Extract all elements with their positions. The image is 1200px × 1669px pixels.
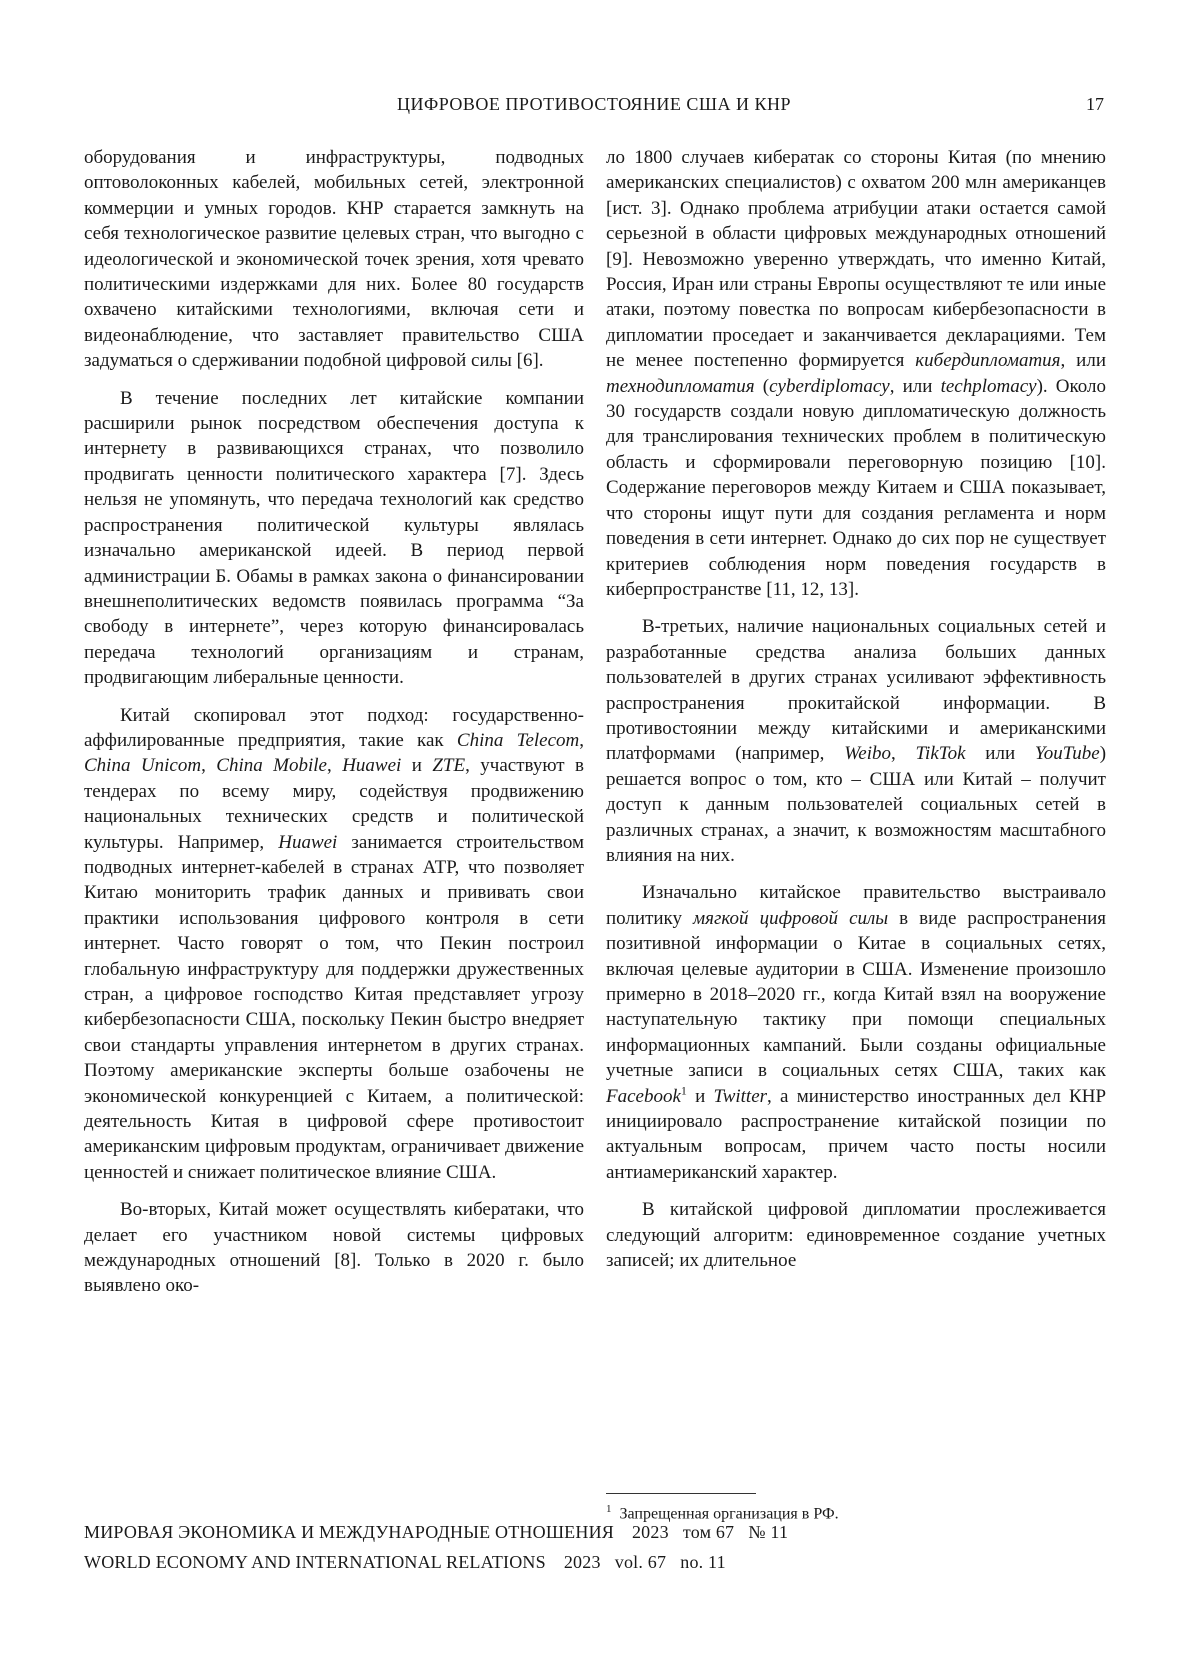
italic-text: Facebook: [606, 1085, 681, 1107]
italic-text: Huawei: [278, 831, 338, 853]
italic-text: China Mobile: [216, 755, 327, 777]
italic-text: кибердипломатия: [915, 350, 1061, 372]
italic-text: China Unicom: [84, 755, 202, 777]
text-run: ло 1800 случаев кибератак со стороны Китая (по мнению американских специалистов) с охватом 200 млн американцев [ист. 3]. Однако проблема атрибуции атаки остается самой серьезной в области цифровых международных отношений [9]. Невозможно уверенно утверждать, что именно Китай, Россия, Иран или страны Европы осуществляют те или иные атаки, поэтому повестка по вопросам кибербезопасности в дипломатии проседает и заканчивается декларациями. Тем не менее постепенно формируется: [606, 147, 1106, 372]
journal-title-en: [84, 1551, 726, 1573]
italic-text: YouTube: [1034, 743, 1100, 765]
footnote-mark: 1: [606, 1503, 612, 1515]
text-run: ). Около 30 государств создали новую дипломатическую должность для транслирования технических проблем в политическую область и сформировали переговорную позицию [10]. Содержание переговоров между Китаем и США показывает, что стороны ищут пути для создания регламента и норм поведения в сети интернет. Однако до сих пор не существует критериев соблюдения норм поведения государств в киберпространстве [11, 12, 13].: [606, 375, 1107, 600]
journal-name-ru: МИРОВАЯ ЭКОНОМИКА И МЕЖДУНАРОДНЫЕ ОТНОШЕНИЯ: [84, 1522, 614, 1542]
text-run: , или: [889, 375, 941, 397]
page-header: [84, 94, 1104, 124]
italic-text: мягкой цифровой силы: [693, 907, 889, 929]
paragraph: [606, 614, 1106, 868]
paragraph: [84, 145, 584, 374]
text-run: занимается строительством подводных интернет-кабелей в странах АТР, что позволяет Китаю мониторить трафик данных и прививать свои практики использования цифрового контроля в сети интернет. Часто говорят о том, что Пекин построил глобальную инфраструктуру для поддержки дружественных стран, а цифровое господство Китая представляет угрозу кибербезопасности США, поскольку Пекин быстро внедряет свои стандарты управления интернетом в других странах. Поэтому американские эксперты больше озабочены не экономической конкуренцией с Китаем, а политической: деятельность Китая в цифровой сфере противостоит американским цифровым продуктам, ограничивает движение ценностей и снижает политическое влияние США.: [84, 831, 584, 1183]
text-run: или: [965, 743, 1035, 765]
text-run: оборудования и инфраструктуры, подводных оптоволоконных кабелей, мобильных сетей, электронной коммерции и умных городов. КНР старается замкнуть на себя технологическое развитие целевых стран, что выгодно с идеологической и экономической точек зрения, хотя чревато политическими издержками для них. Более 80 государств охвачено китайскими технологиями, включая сети и видеонаблюдение, что заставляет правительство США задуматься о сдерживании подобной цифровой силы [6].: [84, 147, 584, 372]
paragraph: [606, 1197, 1106, 1273]
text-run: Изначально китайское правительство выстраивало политику: [606, 882, 1106, 929]
italic-text: Weibo: [844, 743, 891, 765]
text-run: ,: [579, 729, 584, 751]
italic-text: ZTE: [432, 755, 466, 777]
paragraph: [84, 703, 584, 1186]
paragraph: [606, 145, 1106, 602]
paragraph: [84, 1197, 584, 1299]
text-run: и: [401, 755, 433, 777]
page-number: 17: [1086, 94, 1104, 114]
footnote-text: Запрещенная организация в РФ.: [619, 1505, 839, 1523]
italic-text: TikTok: [915, 743, 966, 765]
paragraph: [606, 880, 1106, 1185]
text-run: в виде распространения позитивной информации о Китае в социальных сетях, включая целевые аудитории в США. Изменение произошло примерно в 2018–2020 гг., когда Китай взял на вооружение наступательную тактику при помощи специальных информационных кампаний. Были созданы официальные учетные записи в социальных сетях США, таких как: [606, 907, 1106, 1082]
italic-text: технодипломатия: [606, 375, 755, 397]
text-run: и: [686, 1085, 714, 1107]
italic-text: Huawei: [342, 755, 402, 777]
text-run: В-третьих, наличие национальных социальных сетей и разработанные средства анализа больших данных пользователей в других странах усиливают эффективность распространения прокитайской информации. В противостоянии между китайскими и американскими платформами (например,: [606, 616, 1106, 765]
paragraph: [84, 386, 584, 691]
footnote-divider: [606, 1493, 756, 1494]
text-run: Во-вторых, Китай может осуществлять кибератаки, что делает его участником новой системы цифровых международных отношений [8]. Только в 2020 г. было выявлено око-: [84, 1199, 584, 1297]
journal-meta-en: 2023 vol. 67 no. 11: [563, 1552, 726, 1572]
text-run: ) решается вопрос о том, кто – США или Китай – получит доступ к данным пользователей социальных сетей в различных странах, а значит, к возможностям масштабного влияния на них.: [606, 743, 1107, 866]
text-run: , или: [1060, 350, 1106, 372]
italic-text: cyberdiplomacy: [769, 375, 890, 397]
right-column: [606, 145, 1106, 1273]
italic-text: Twitter: [713, 1085, 768, 1107]
text-run: , а министерство иностранных дел КНР инициировало распространение китайской позиции по актуальным вопросам, причем часто посты носили антиамериканский характер.: [606, 1085, 1107, 1183]
text-run: ,: [201, 755, 217, 777]
text-run: В китайской цифровой дипломатии прослеживается следующий алгоритм: единовременное создание учетных записей; их длительное: [606, 1199, 1106, 1272]
text-run: (: [754, 375, 770, 397]
italic-text: techplomacy: [940, 375, 1037, 397]
running-title: ЦИФРОВОЕ ПРОТИВОСТОЯНИЕ США И КНР: [396, 94, 792, 114]
text-run: Китай скопировал этот подход: государственно-аффилированные предприятия, такие как: [84, 704, 584, 751]
text-run: ,: [891, 743, 916, 765]
journal-title-ru: [84, 1521, 788, 1543]
journal-name-en: WORLD ECONOMY AND INTERNATIONAL RELATIONS: [84, 1552, 546, 1572]
journal-meta-ru: 2023 том 67 № 11: [631, 1522, 789, 1542]
left-column: [84, 145, 584, 1299]
text-run: ,: [326, 755, 343, 777]
text-run: В течение последних лет китайские компании расширили рынок посредством обеспечения доступа к интернету в развивающихся странах, что позволило продвигать ценности политического характера [7]. Здесь нельзя не упомянуть, что передача технологий как средство распространения политической культуры являлась изначально американской идеей. В период первой администрации Б. Обамы в рамках закона о финансировании внешнеполитических ведомств появилась программа “За свободу в интернете”, через которую финансировалась передача технологий организациям и странам, продвигающим либеральные ценности.: [84, 387, 584, 689]
text-run: , участвуют в тендерах по всему миру, содействуя продвижению национальных технических средств и политической культуры. Например,: [84, 755, 585, 853]
footnote-ref: 1: [680, 1083, 687, 1098]
italic-text: China Telecom: [456, 729, 580, 751]
